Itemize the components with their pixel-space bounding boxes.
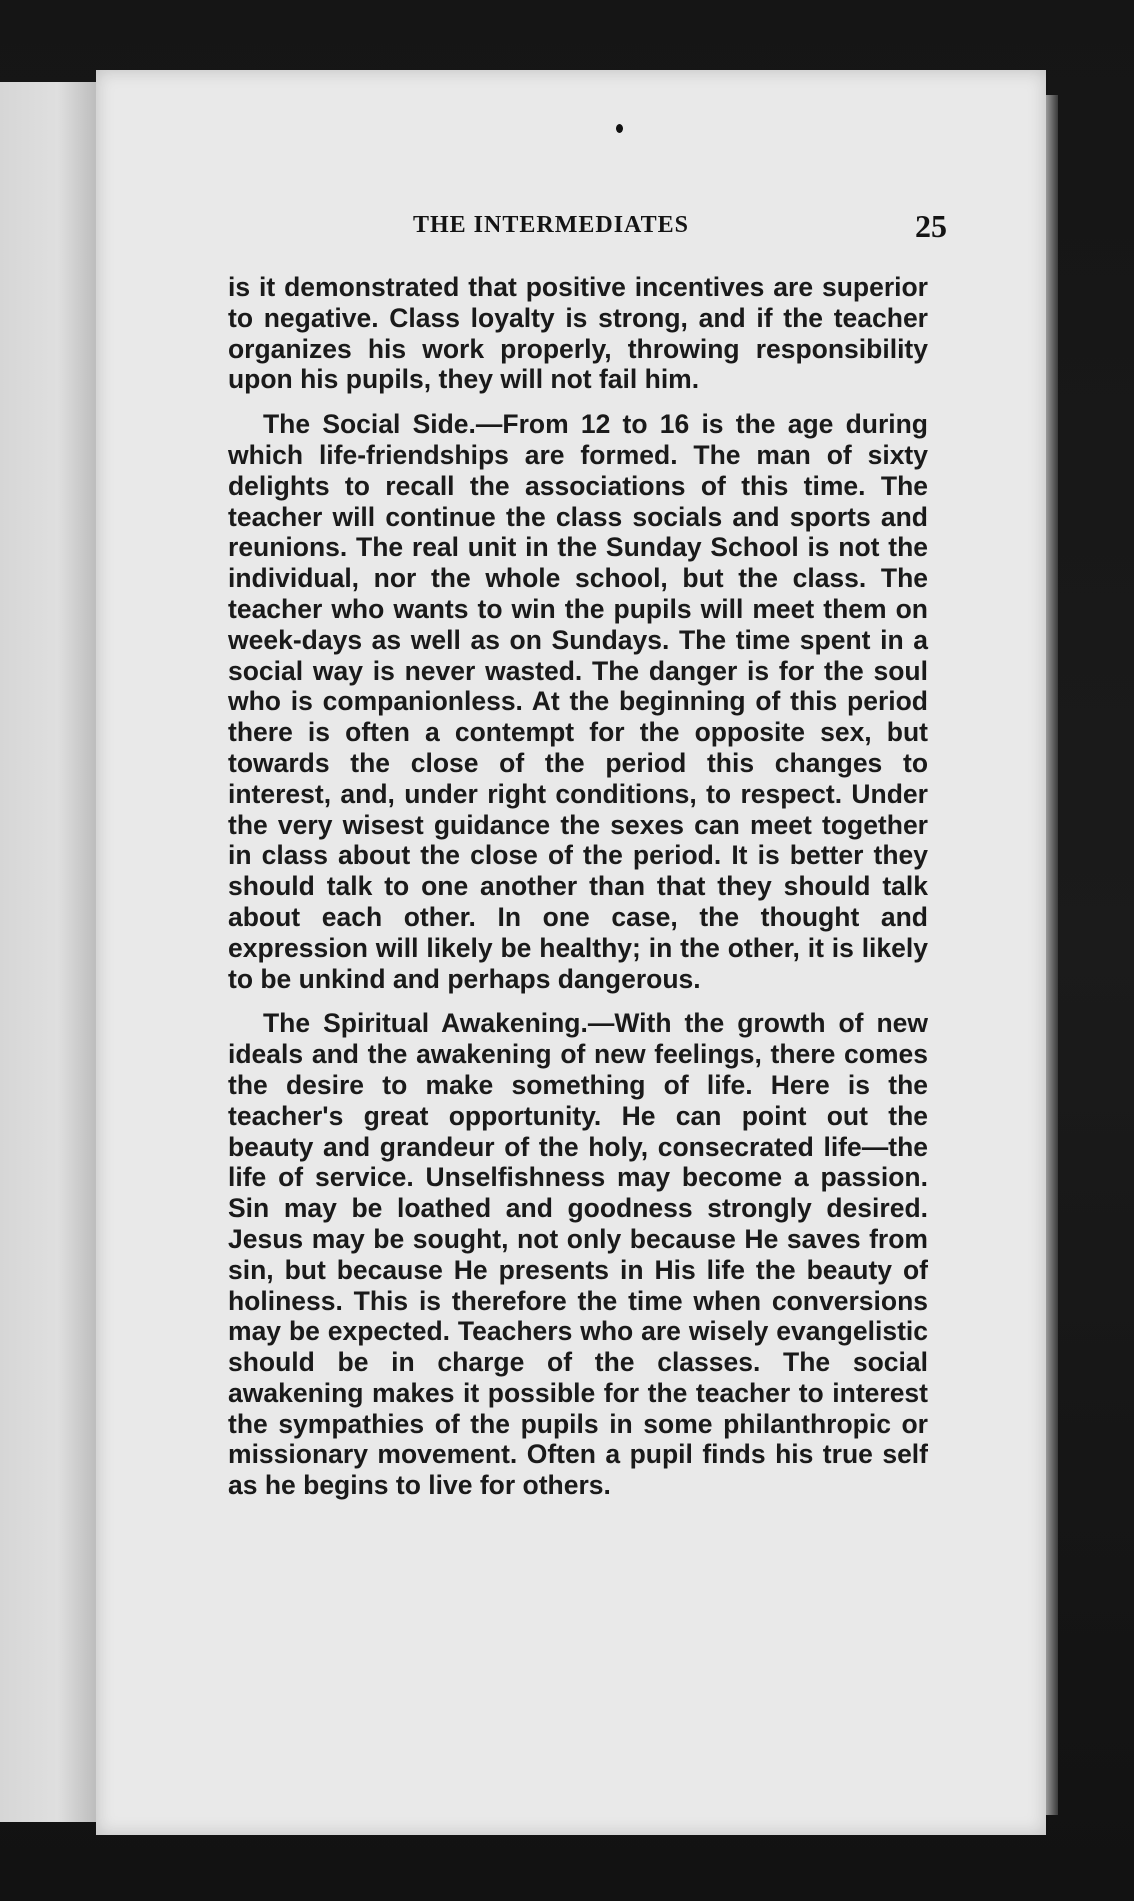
paragraph-text: —With the growth of new ideals and the awakening of new feelings, there comes the desire to make something of life. Here is the teacher's great opportunity. He can point out the beauty and grandeur of the holy, consecrated life—the life of service. Unselfishness may become a passion. Sin may be loathed and goodness strongly desired. Jesus may be sought, not only because He saves from sin, but because He presents in His life the beauty of holiness. This is therefore the time when conversions may be expected. Teachers who are wisely evangelistic should be in charge of the classes. The social awakening makes it possible for the teacher to interest the sympathies of the pupils in some philanthropic or missionary movement. Often a pupil finds his true self as he begins to live for others. xyxy=(228,1008,929,1501)
page-number: 25 xyxy=(915,208,947,244)
paragraph-text: is it demonstrated that positive incentives are superior to negative. Class loyalty is strong, and if the teacher organizes his work properly, throwing responsibility upon his pupils, they will not fail him. xyxy=(228,272,928,395)
section-heading-spiritual-awakening: The Spiritual Awakening. xyxy=(263,1008,588,1039)
page-header xyxy=(133,208,947,252)
paragraph-social-side xyxy=(228,409,928,994)
facing-page-edge xyxy=(0,82,99,1822)
paragraph-continuation xyxy=(228,272,928,395)
body-text xyxy=(228,272,928,1501)
running-title: THE INTERMEDIATES xyxy=(413,212,689,238)
ink-speck xyxy=(616,124,623,133)
paragraph-text: —From 12 to 16 is the age during which life-friendships are formed. The man of sixty delights to recall the associations of this time. The teacher will continue the class socials and sports and reunions. The real unit in the Sunday School is not the individual, nor the whole school, but the class. The teacher who wants to win the pupils will meet them on week-days as well as on Sundays. The time spent in a social way is never wasted. The danger is for the soul who is companionless. At the beginning of this period there is often a contempt for the opposite sex, but towards the close of the period this changes to interest, and, under right conditions, to respect. Under the very wisest guidance the sexes can meet together in class about the close of the period. It is better they should talk to one another than that they should talk about each other. In one case, the thought and expression will likely be healthy; in the other, it is likely to be unkind and perhaps dangerous. xyxy=(228,409,928,994)
paragraph-spiritual-awakening xyxy=(228,1008,928,1501)
section-heading-social-side: The Social Side. xyxy=(263,409,476,440)
page-edge-shadow xyxy=(1046,95,1058,1815)
